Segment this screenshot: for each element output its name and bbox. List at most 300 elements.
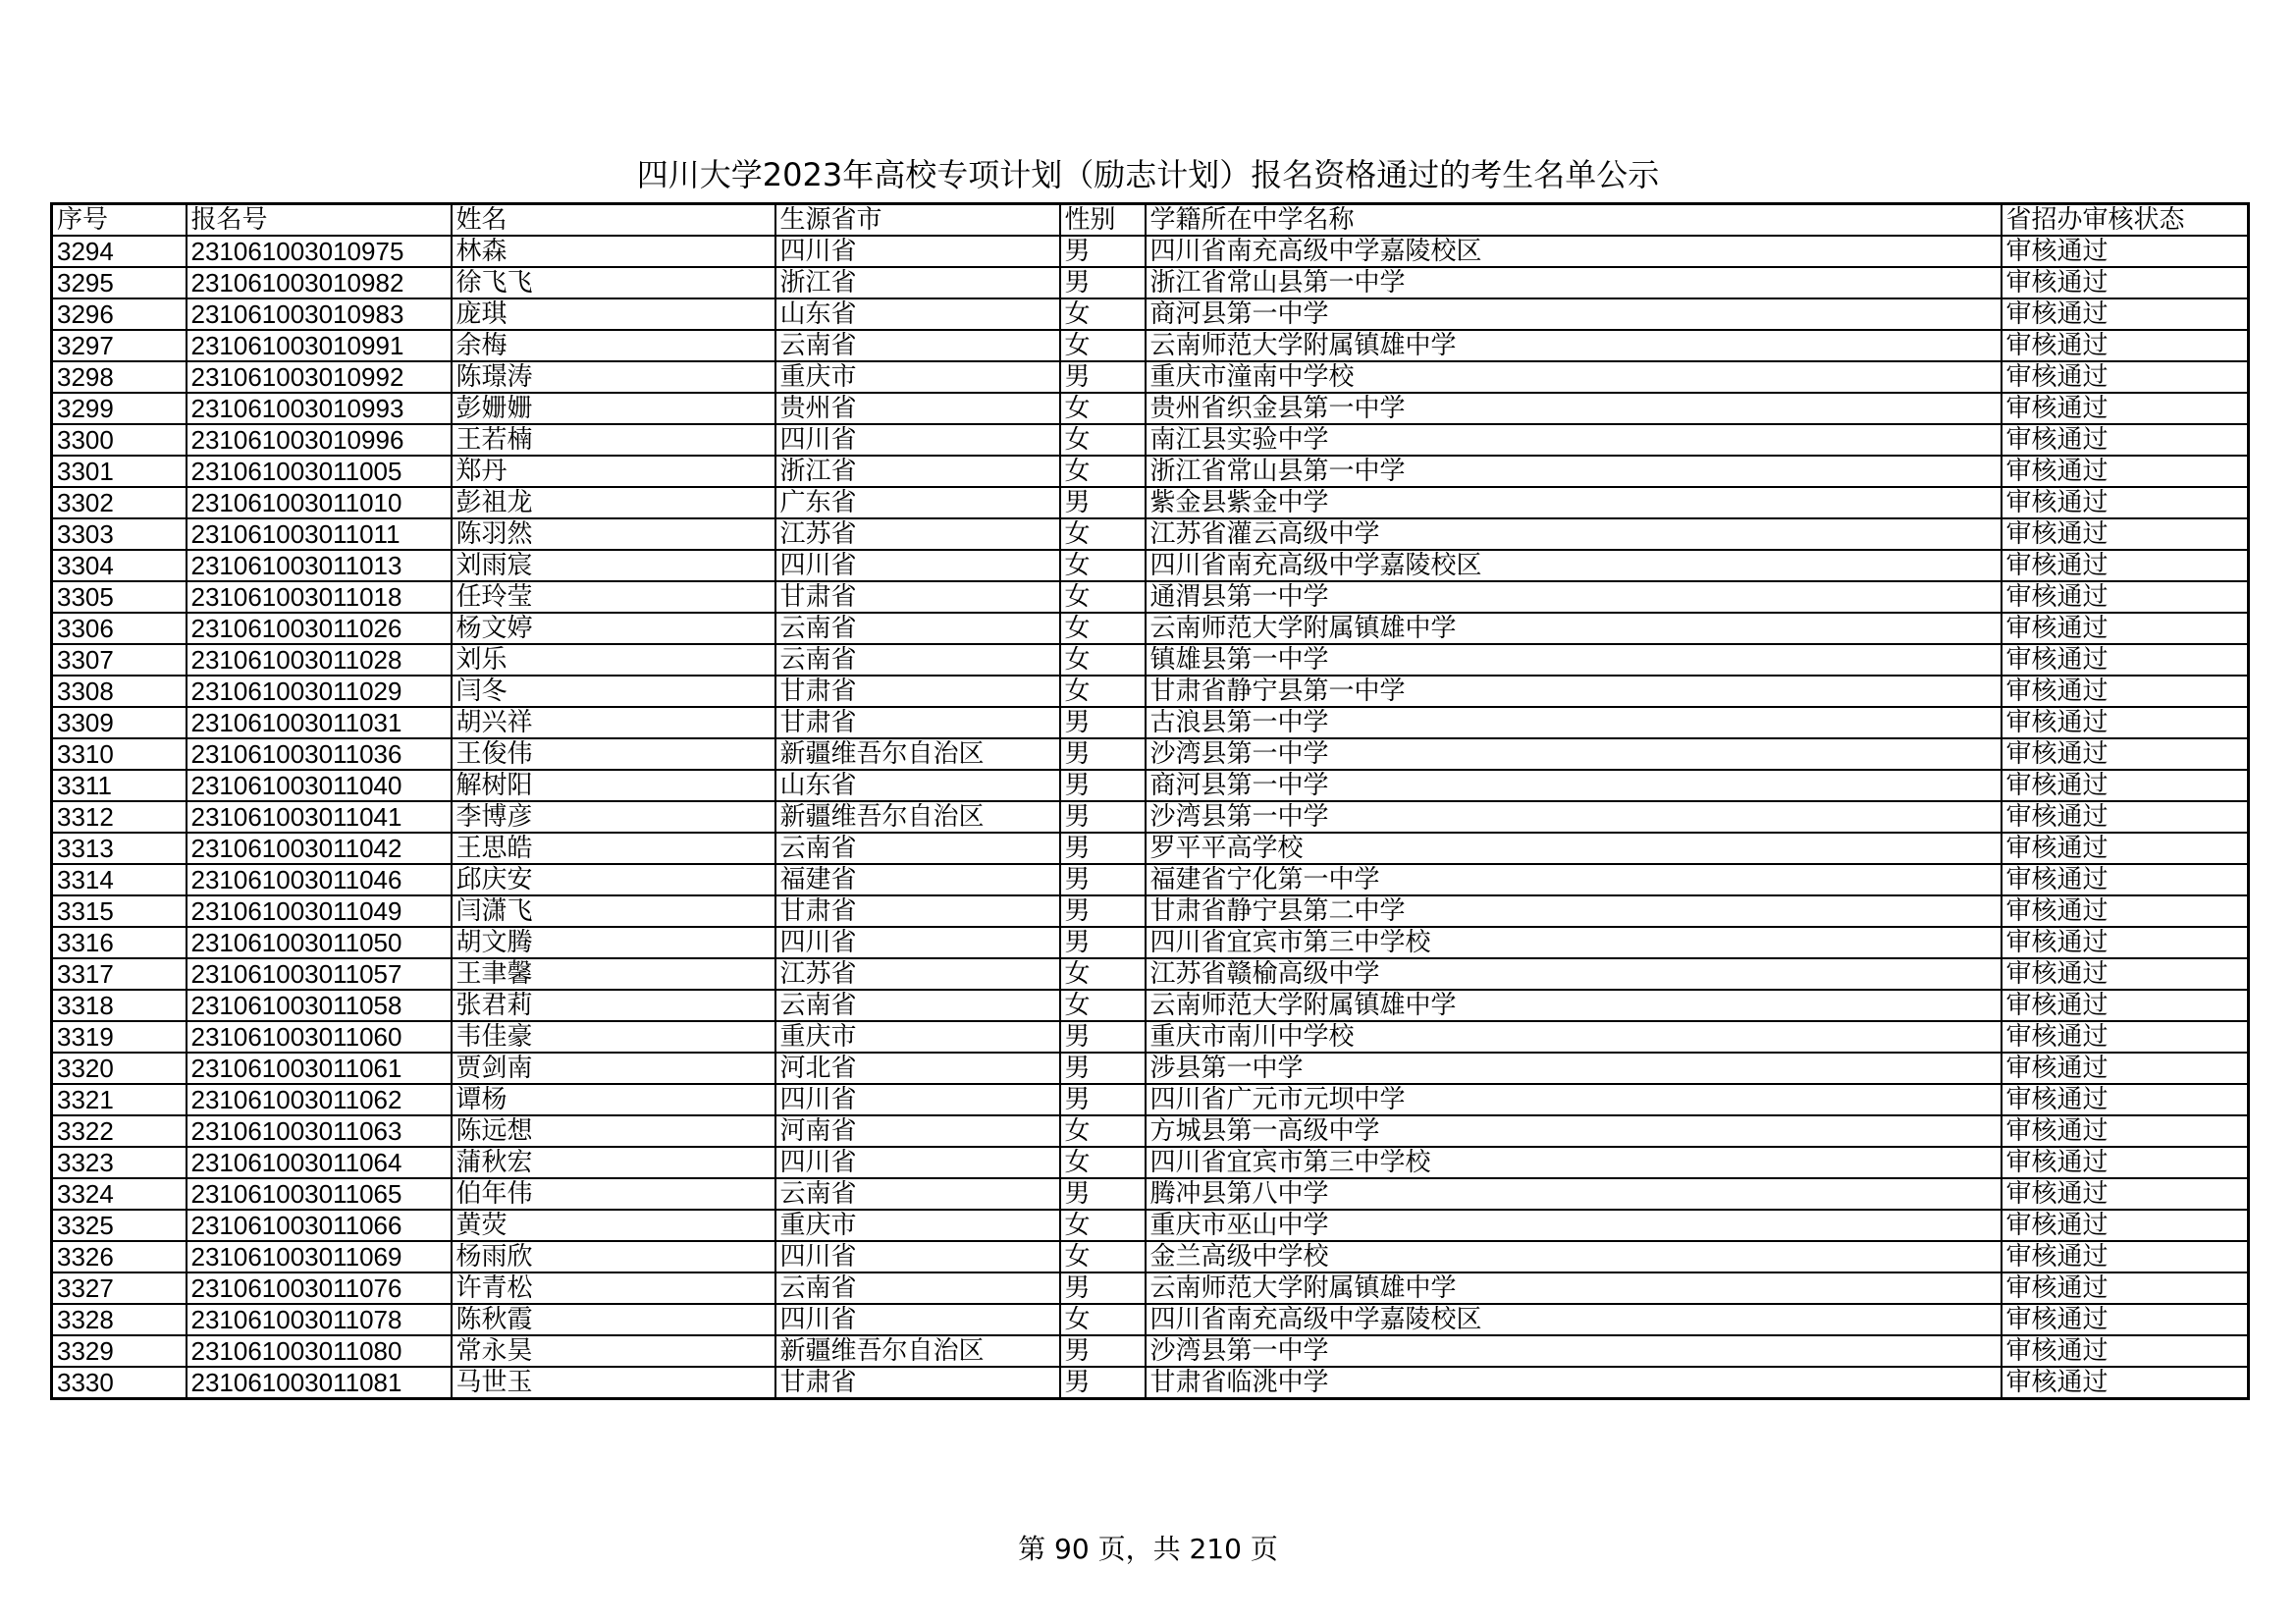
- table-row: [52, 1084, 2249, 1115]
- cell-registration-no: 231061003011076: [187, 1272, 452, 1304]
- cell-review-status: 审核通过: [2002, 801, 2249, 833]
- page-title: 四川大学2023年高校专项计划（励志计划）报名资格通过的考生名单公示: [636, 156, 1660, 193]
- cell-school: 腾冲县第八中学: [1146, 1178, 2002, 1210]
- cell-gender: 男: [1060, 1084, 1146, 1115]
- table-row: [52, 990, 2249, 1021]
- table-row: [52, 330, 2249, 361]
- cell-registration-no: 231061003011060: [187, 1021, 452, 1053]
- cell-school: 紫金县紫金中学: [1146, 487, 2002, 518]
- cell-gender: 男: [1060, 1367, 1146, 1399]
- cell-name: 胡文腾: [452, 927, 775, 958]
- column-header-review-status: 省招办审核状态: [2002, 204, 2249, 237]
- cell-name: 伯年伟: [452, 1178, 775, 1210]
- page-number: 第 90 页，共 210 页: [1018, 1533, 1278, 1565]
- cell-province: 甘肃省: [775, 1367, 1060, 1399]
- cell-province: 广东省: [775, 487, 1060, 518]
- column-header-name: 姓名: [452, 204, 775, 237]
- cell-province: 甘肃省: [775, 895, 1060, 927]
- cell-index: 3304: [52, 550, 187, 581]
- cell-name: 韦佳豪: [452, 1021, 775, 1053]
- cell-name: 彭姗姗: [452, 393, 775, 424]
- cell-registration-no: 231061003011066: [187, 1210, 452, 1241]
- cell-school: 通渭县第一中学: [1146, 581, 2002, 613]
- cell-province: 浙江省: [775, 456, 1060, 487]
- cell-review-status: 审核通过: [2002, 644, 2249, 676]
- cell-review-status: 审核通过: [2002, 927, 2249, 958]
- cell-gender: 女: [1060, 581, 1146, 613]
- cell-province: 新疆维吾尔自治区: [775, 801, 1060, 833]
- cell-registration-no: 231061003011061: [187, 1053, 452, 1084]
- cell-gender: 男: [1060, 738, 1146, 770]
- cell-index: 3328: [52, 1304, 187, 1335]
- cell-review-status: 审核通过: [2002, 487, 2249, 518]
- cell-review-status: 审核通过: [2002, 298, 2249, 330]
- cell-school: 贵州省织金县第一中学: [1146, 393, 2002, 424]
- cell-registration-no: 231061003011081: [187, 1367, 452, 1399]
- cell-province: 新疆维吾尔自治区: [775, 1335, 1060, 1367]
- table-row: [52, 738, 2249, 770]
- cell-gender: 女: [1060, 393, 1146, 424]
- table-row: [52, 1178, 2249, 1210]
- cell-school: 甘肃省静宁县第一中学: [1146, 676, 2002, 707]
- cell-gender: 男: [1060, 927, 1146, 958]
- cell-province: 云南省: [775, 1272, 1060, 1304]
- table-row: [52, 1147, 2249, 1178]
- cell-school: 涉县第一中学: [1146, 1053, 2002, 1084]
- table-row: [52, 1335, 2249, 1367]
- cell-index: 3295: [52, 267, 187, 298]
- cell-review-status: 审核通过: [2002, 1053, 2249, 1084]
- cell-name: 许青松: [452, 1272, 775, 1304]
- cell-name: 郑丹: [452, 456, 775, 487]
- cell-gender: 女: [1060, 1147, 1146, 1178]
- cell-school: 商河县第一中学: [1146, 770, 2002, 801]
- cell-school: 浙江省常山县第一中学: [1146, 267, 2002, 298]
- cell-province: 浙江省: [775, 267, 1060, 298]
- cell-review-status: 审核通过: [2002, 456, 2249, 487]
- cell-name: 闫潇飞: [452, 895, 775, 927]
- cell-index: 3329: [52, 1335, 187, 1367]
- column-header-gender: 性别: [1060, 204, 1146, 237]
- cell-name: 陈秋霞: [452, 1304, 775, 1335]
- cell-gender: 女: [1060, 1304, 1146, 1335]
- cell-review-status: 审核通过: [2002, 330, 2249, 361]
- cell-province: 河北省: [775, 1053, 1060, 1084]
- cell-name: 胡兴祥: [452, 707, 775, 738]
- cell-school: 四川省宜宾市第三中学校: [1146, 1147, 2002, 1178]
- table-row: [52, 487, 2249, 518]
- cell-index: 3305: [52, 581, 187, 613]
- cell-review-status: 审核通过: [2002, 1021, 2249, 1053]
- cell-index: 3330: [52, 1367, 187, 1399]
- cell-registration-no: 231061003011040: [187, 770, 452, 801]
- cell-name: 邱庆安: [452, 864, 775, 895]
- cell-registration-no: 231061003011041: [187, 801, 452, 833]
- cell-name: 解树阳: [452, 770, 775, 801]
- cell-index: 3315: [52, 895, 187, 927]
- cell-index: 3302: [52, 487, 187, 518]
- cell-gender: 女: [1060, 676, 1146, 707]
- cell-province: 江苏省: [775, 518, 1060, 550]
- cell-gender: 女: [1060, 1241, 1146, 1272]
- cell-school: 商河县第一中学: [1146, 298, 2002, 330]
- cell-gender: 女: [1060, 298, 1146, 330]
- cell-review-status: 审核通过: [2002, 518, 2249, 550]
- cell-gender: 女: [1060, 644, 1146, 676]
- cell-review-status: 审核通过: [2002, 267, 2249, 298]
- cell-name: 余梅: [452, 330, 775, 361]
- table-row: [52, 1053, 2249, 1084]
- cell-gender: 男: [1060, 1335, 1146, 1367]
- cell-registration-no: 231061003010996: [187, 424, 452, 456]
- cell-registration-no: 231061003011063: [187, 1115, 452, 1147]
- cell-registration-no: 231061003011064: [187, 1147, 452, 1178]
- cell-index: 3321: [52, 1084, 187, 1115]
- cell-school: 重庆市潼南中学校: [1146, 361, 2002, 393]
- cell-index: 3316: [52, 927, 187, 958]
- cell-school: 江苏省灌云高级中学: [1146, 518, 2002, 550]
- cell-index: 3299: [52, 393, 187, 424]
- cell-index: 3308: [52, 676, 187, 707]
- cell-name: 黄荧: [452, 1210, 775, 1241]
- cell-province: 贵州省: [775, 393, 1060, 424]
- cell-registration-no: 231061003011031: [187, 707, 452, 738]
- cell-index: 3311: [52, 770, 187, 801]
- cell-province: 云南省: [775, 1178, 1060, 1210]
- cell-review-status: 审核通过: [2002, 958, 2249, 990]
- table-row: [52, 1115, 2249, 1147]
- cell-province: 四川省: [775, 927, 1060, 958]
- cell-school: 四川省宜宾市第三中学校: [1146, 927, 2002, 958]
- cell-school: 罗平平高学校: [1146, 833, 2002, 864]
- cell-review-status: 审核通过: [2002, 550, 2249, 581]
- cell-review-status: 审核通过: [2002, 1335, 2249, 1367]
- cell-name: 庞琪: [452, 298, 775, 330]
- cell-province: 新疆维吾尔自治区: [775, 738, 1060, 770]
- table-row: [52, 927, 2249, 958]
- cell-province: 云南省: [775, 330, 1060, 361]
- cell-registration-no: 231061003011062: [187, 1084, 452, 1115]
- cell-registration-no: 231061003011058: [187, 990, 452, 1021]
- table-row: [52, 958, 2249, 990]
- cell-gender: 男: [1060, 895, 1146, 927]
- cell-province: 甘肃省: [775, 707, 1060, 738]
- cell-review-status: 审核通过: [2002, 1115, 2249, 1147]
- cell-registration-no: 231061003010983: [187, 298, 452, 330]
- cell-school: 沙湾县第一中学: [1146, 738, 2002, 770]
- cell-province: 四川省: [775, 1147, 1060, 1178]
- cell-province: 云南省: [775, 990, 1060, 1021]
- cell-name: 王俊伟: [452, 738, 775, 770]
- cell-registration-no: 231061003011080: [187, 1335, 452, 1367]
- cell-school: 金兰高级中学校: [1146, 1241, 2002, 1272]
- cell-index: 3319: [52, 1021, 187, 1053]
- cell-gender: 男: [1060, 1021, 1146, 1053]
- cell-gender: 男: [1060, 801, 1146, 833]
- cell-registration-no: 231061003011018: [187, 581, 452, 613]
- cell-school: 四川省南充高级中学嘉陵校区: [1146, 550, 2002, 581]
- cell-review-status: 审核通过: [2002, 424, 2249, 456]
- cell-province: 四川省: [775, 1241, 1060, 1272]
- cell-name: 彭祖龙: [452, 487, 775, 518]
- cell-province: 甘肃省: [775, 581, 1060, 613]
- table-row: [52, 613, 2249, 644]
- table-row: [52, 864, 2249, 895]
- cell-index: 3298: [52, 361, 187, 393]
- cell-gender: 女: [1060, 990, 1146, 1021]
- cell-school: 重庆市巫山中学: [1146, 1210, 2002, 1241]
- cell-registration-no: 231061003011011: [187, 518, 452, 550]
- table-body: [52, 236, 2249, 1399]
- cell-review-status: 审核通过: [2002, 833, 2249, 864]
- cell-school: 重庆市南川中学校: [1146, 1021, 2002, 1053]
- cell-registration-no: 231061003011065: [187, 1178, 452, 1210]
- column-header-index: 序号: [52, 204, 187, 237]
- cell-review-status: 审核通过: [2002, 895, 2249, 927]
- cell-registration-no: 231061003011013: [187, 550, 452, 581]
- cell-index: 3327: [52, 1272, 187, 1304]
- cell-review-status: 审核通过: [2002, 1272, 2249, 1304]
- cell-index: 3318: [52, 990, 187, 1021]
- cell-name: 张君莉: [452, 990, 775, 1021]
- table-row: [52, 1367, 2249, 1399]
- cell-index: 3312: [52, 801, 187, 833]
- table-row: [52, 456, 2249, 487]
- cell-index: 3296: [52, 298, 187, 330]
- cell-school: 四川省南充高级中学嘉陵校区: [1146, 236, 2002, 267]
- table-row: [52, 267, 2249, 298]
- cell-province: 云南省: [775, 644, 1060, 676]
- cell-name: 陈璟涛: [452, 361, 775, 393]
- cell-name: 王若楠: [452, 424, 775, 456]
- cell-index: 3303: [52, 518, 187, 550]
- table-row: [52, 644, 2249, 676]
- column-header-registration-no: 报名号: [187, 204, 452, 237]
- table-row: [52, 518, 2249, 550]
- cell-registration-no: 231061003011029: [187, 676, 452, 707]
- cell-gender: 男: [1060, 707, 1146, 738]
- cell-registration-no: 231061003011010: [187, 487, 452, 518]
- cell-gender: 女: [1060, 330, 1146, 361]
- cell-name: 马世玉: [452, 1367, 775, 1399]
- table-row: [52, 298, 2249, 330]
- table-row: [52, 236, 2249, 267]
- table-row: [52, 676, 2249, 707]
- cell-index: 3323: [52, 1147, 187, 1178]
- cell-index: 3309: [52, 707, 187, 738]
- cell-name: 王聿馨: [452, 958, 775, 990]
- cell-name: 闫冬: [452, 676, 775, 707]
- cell-index: 3310: [52, 738, 187, 770]
- cell-name: 李博彦: [452, 801, 775, 833]
- cell-gender: 女: [1060, 1115, 1146, 1147]
- cell-province: 云南省: [775, 613, 1060, 644]
- table-row: [52, 1304, 2249, 1335]
- cell-gender: 男: [1060, 236, 1146, 267]
- cell-registration-no: 231061003011057: [187, 958, 452, 990]
- cell-gender: 男: [1060, 1053, 1146, 1084]
- cell-school: 云南师范大学附属镇雄中学: [1146, 990, 2002, 1021]
- cell-index: 3314: [52, 864, 187, 895]
- cell-name: 林森: [452, 236, 775, 267]
- cell-province: 河南省: [775, 1115, 1060, 1147]
- table-row: [52, 801, 2249, 833]
- cell-province: 甘肃省: [775, 676, 1060, 707]
- cell-gender: 男: [1060, 487, 1146, 518]
- cell-review-status: 审核通过: [2002, 1241, 2249, 1272]
- cell-review-status: 审核通过: [2002, 1210, 2249, 1241]
- cell-registration-no: 231061003011069: [187, 1241, 452, 1272]
- table-row: [52, 1241, 2249, 1272]
- cell-registration-no: 231061003011042: [187, 833, 452, 864]
- cell-name: 杨文婷: [452, 613, 775, 644]
- cell-province: 四川省: [775, 550, 1060, 581]
- cell-school: 甘肃省静宁县第二中学: [1146, 895, 2002, 927]
- cell-index: 3320: [52, 1053, 187, 1084]
- cell-index: 3325: [52, 1210, 187, 1241]
- cell-index: 3297: [52, 330, 187, 361]
- cell-province: 重庆市: [775, 1210, 1060, 1241]
- table-row: [52, 1272, 2249, 1304]
- cell-name: 杨雨欣: [452, 1241, 775, 1272]
- cell-gender: 男: [1060, 770, 1146, 801]
- cell-registration-no: 231061003011028: [187, 644, 452, 676]
- table-row: [52, 424, 2249, 456]
- cell-gender: 女: [1060, 456, 1146, 487]
- cell-registration-no: 231061003011046: [187, 864, 452, 895]
- table-header-row: [52, 204, 2249, 237]
- cell-school: 云南师范大学附属镇雄中学: [1146, 613, 2002, 644]
- cell-name: 陈远想: [452, 1115, 775, 1147]
- table-row: [52, 581, 2249, 613]
- table-row: [52, 770, 2249, 801]
- cell-gender: 男: [1060, 1272, 1146, 1304]
- cell-gender: 男: [1060, 833, 1146, 864]
- cell-review-status: 审核通过: [2002, 581, 2249, 613]
- cell-registration-no: 231061003010993: [187, 393, 452, 424]
- cell-registration-no: 231061003011005: [187, 456, 452, 487]
- cell-school: 甘肃省临洮中学: [1146, 1367, 2002, 1399]
- cell-name: 刘雨宸: [452, 550, 775, 581]
- table-row: [52, 550, 2249, 581]
- cell-review-status: 审核通过: [2002, 770, 2249, 801]
- column-header-province: 生源省市: [775, 204, 1060, 237]
- cell-review-status: 审核通过: [2002, 1304, 2249, 1335]
- cell-registration-no: 231061003010982: [187, 267, 452, 298]
- cell-index: 3313: [52, 833, 187, 864]
- cell-review-status: 审核通过: [2002, 393, 2249, 424]
- cell-province: 山东省: [775, 298, 1060, 330]
- cell-review-status: 审核通过: [2002, 864, 2249, 895]
- cell-index: 3326: [52, 1241, 187, 1272]
- cell-province: 重庆市: [775, 1021, 1060, 1053]
- cell-index: 3322: [52, 1115, 187, 1147]
- cell-index: 3307: [52, 644, 187, 676]
- cell-review-status: 审核通过: [2002, 236, 2249, 267]
- cell-province: 四川省: [775, 1304, 1060, 1335]
- cell-gender: 女: [1060, 1210, 1146, 1241]
- cell-gender: 男: [1060, 361, 1146, 393]
- cell-registration-no: 231061003011036: [187, 738, 452, 770]
- cell-name: 陈羽然: [452, 518, 775, 550]
- cell-school: 沙湾县第一中学: [1146, 801, 2002, 833]
- cell-name: 常永昊: [452, 1335, 775, 1367]
- cell-review-status: 审核通过: [2002, 613, 2249, 644]
- cell-gender: 男: [1060, 267, 1146, 298]
- cell-index: 3300: [52, 424, 187, 456]
- cell-registration-no: 231061003010991: [187, 330, 452, 361]
- table-row: [52, 833, 2249, 864]
- cell-school: 南江县实验中学: [1146, 424, 2002, 456]
- cell-name: 任玲莹: [452, 581, 775, 613]
- cell-registration-no: 231061003011050: [187, 927, 452, 958]
- table-row: [52, 1210, 2249, 1241]
- cell-school: 四川省广元市元坝中学: [1146, 1084, 2002, 1115]
- cell-gender: 女: [1060, 518, 1146, 550]
- cell-province: 山东省: [775, 770, 1060, 801]
- cell-province: 四川省: [775, 236, 1060, 267]
- cell-name: 蒲秋宏: [452, 1147, 775, 1178]
- table-row: [52, 393, 2249, 424]
- cell-school: 福建省宁化第一中学: [1146, 864, 2002, 895]
- cell-registration-no: 231061003011078: [187, 1304, 452, 1335]
- table-row: [52, 361, 2249, 393]
- cell-gender: 男: [1060, 864, 1146, 895]
- cell-name: 刘乐: [452, 644, 775, 676]
- cell-gender: 女: [1060, 613, 1146, 644]
- cell-review-status: 审核通过: [2002, 1084, 2249, 1115]
- cell-province: 云南省: [775, 833, 1060, 864]
- cell-review-status: 审核通过: [2002, 1367, 2249, 1399]
- cell-province: 江苏省: [775, 958, 1060, 990]
- cell-index: 3294: [52, 236, 187, 267]
- cell-index: 3324: [52, 1178, 187, 1210]
- cell-index: 3317: [52, 958, 187, 990]
- cell-school: 云南师范大学附属镇雄中学: [1146, 1272, 2002, 1304]
- cell-school: 云南师范大学附属镇雄中学: [1146, 330, 2002, 361]
- cell-name: 贾剑南: [452, 1053, 775, 1084]
- cell-province: 福建省: [775, 864, 1060, 895]
- cell-index: 3301: [52, 456, 187, 487]
- cell-name: 徐飞飞: [452, 267, 775, 298]
- table-row: [52, 707, 2249, 738]
- cell-registration-no: 231061003011026: [187, 613, 452, 644]
- cell-school: 镇雄县第一中学: [1146, 644, 2002, 676]
- cell-index: 3306: [52, 613, 187, 644]
- cell-school: 浙江省常山县第一中学: [1146, 456, 2002, 487]
- cell-registration-no: 231061003011049: [187, 895, 452, 927]
- cell-province: 四川省: [775, 424, 1060, 456]
- cell-school: 沙湾县第一中学: [1146, 1335, 2002, 1367]
- cell-registration-no: 231061003010992: [187, 361, 452, 393]
- cell-name: 谭杨: [452, 1084, 775, 1115]
- cell-name: 王思皓: [452, 833, 775, 864]
- cell-gender: 女: [1060, 424, 1146, 456]
- cell-review-status: 审核通过: [2002, 707, 2249, 738]
- cell-registration-no: 231061003010975: [187, 236, 452, 267]
- cell-review-status: 审核通过: [2002, 738, 2249, 770]
- cell-gender: 女: [1060, 958, 1146, 990]
- cell-school: 古浪县第一中学: [1146, 707, 2002, 738]
- cell-review-status: 审核通过: [2002, 676, 2249, 707]
- table-row: [52, 1021, 2249, 1053]
- cell-province: 四川省: [775, 1084, 1060, 1115]
- cell-gender: 男: [1060, 1178, 1146, 1210]
- cell-school: 江苏省赣榆高级中学: [1146, 958, 2002, 990]
- cell-province: 重庆市: [775, 361, 1060, 393]
- cell-review-status: 审核通过: [2002, 361, 2249, 393]
- cell-review-status: 审核通过: [2002, 990, 2249, 1021]
